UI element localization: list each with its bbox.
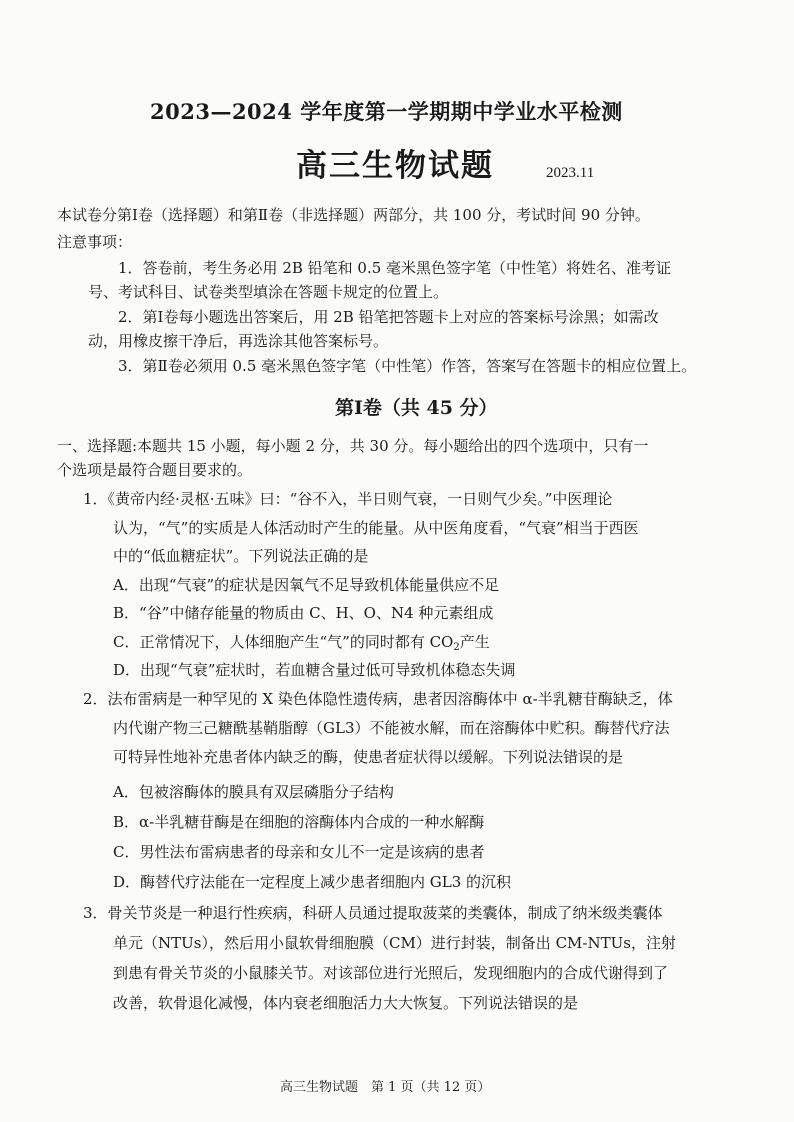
exam-date: 2023.11 [546,165,595,181]
q1-option-c-tail: 产生 [459,633,490,651]
exam-subject-title: 高三生物试题 [296,148,494,184]
q1-stem-b: 认为，“气”的实质是人体活动时产生的能量。从中医角度看，“气衰”相当于西医 [113,519,639,537]
section-1-instruction-b: 个选项是最符合题目要求的。 [57,461,253,479]
section-1-instruction-a: 一、选择题:本题共 15 小题，每小题 2 分，共 30 分。每小题给出的四个选项中，只有一 [57,437,649,455]
q2-option-c: C．男性法布雷病患者的母亲和女儿不一定是该病的患者 [113,843,485,861]
note-2-line-a: 2．第Ⅰ卷每小题选出答案后，用 2B 铅笔把答题卡上对应的答案标号涂黑；如需改 [118,308,659,326]
q1-option-d: D．出现“气衰”症状时，若血糖含量过低可导致机体稳态失调 [113,661,516,679]
q2-option-b: B．α-半乳糖苷酶是在细胞的溶酶体内合成的一种水解酶 [113,813,485,831]
note-2-line-b: 动，用橡皮擦干净后，再选涂其他答案标号。 [88,332,389,350]
q2-option-a: A．包被溶酶体的膜具有双层磷脂分子结构 [113,783,394,801]
q2-stem-c: 可特异性地补充患者体内缺乏的酶，使患者症状得以缓解。下列说法错误的是 [113,748,624,766]
q1-stem-c: 中的“低血糖症状”。下列说法正确的是 [113,547,369,565]
q2-option-d: D．酶替代疗法能在一定程度上减少患者细胞内 GL3 的沉积 [113,873,512,891]
intro-line: 本试卷分第Ⅰ卷（选择题）和第Ⅱ卷（非选择题）两部分，共 100 分，考试时间 90 分钟。 [57,206,650,224]
note-1-line-b: 号、考试科目、试卷类型填涂在答题卡规定的位置上。 [88,283,449,301]
section-1-heading: 第Ⅰ卷（共 45 分） [335,397,498,419]
notes-heading: 注意事项： [57,233,133,251]
q3-stem-b: 单元（NTUs），然后用小鼠软骨细胞膜（CM）进行封装，制备出 CM-NTUs，注射 [113,934,676,952]
q1-option-c-subscript: 2 [453,642,460,653]
q1-option-b: B．“谷”中储存能量的物质由 C、H、O、N4 种元素组成 [113,604,494,622]
note-3: 3．第Ⅱ卷必须用 0.5 毫米黑色签字笔（中性笔）作答，答案写在答题卡的相应位置上。 [118,357,697,375]
q1-option-c-text: C．正常情况下，人体细胞产生“气”的同时都有 CO [113,633,454,651]
q3-stem-d: 改善，软骨退化减慢，体内衰老细胞活力大大恢复。下列说法错误的是 [113,994,579,1012]
page-footer: 高三生物试题 第 1 页（共 12 页） [280,1080,491,1095]
exam-year-title: 2023—2024 学年度第一学期期中学业水平检测 [150,99,623,124]
note-1-line-a: 1．答卷前，考生务必用 2B 铅笔和 0.5 毫米黑色签字笔（中性笔）将姓名、准考证 [118,259,672,277]
q1-option-c [113,632,490,652]
q2-stem-b: 内代谢产物三己糖酰基鞘脂醇（GL3）不能被水解，而在溶酶体中贮积。酶替代疗法 [113,719,670,737]
q3-stem-c: 到患有骨关节炎的小鼠膝关节。对该部位进行光照后，发现细胞内的合成代谢得到了 [113,964,669,982]
q1-stem-a: 1．《黄帝内经·灵枢·五味》曰：“谷不入，半日则气衰，一日则气少矣。”中医理论 [83,490,613,508]
q2-stem-a: 2．法布雷病是一种罕见的 X 染色体隐性遗传病，患者因溶酶体中 α-半乳糖苷酶缺乏，体 [83,690,673,708]
q3-stem-a: 3．骨关节炎是一种退行性疾病，科研人员通过提取菠菜的类囊体，制成了纳米级类囊体 [83,904,663,922]
q1-option-a: A．出现“气衰”的症状是因氧气不足导致机体能量供应不足 [113,576,500,594]
